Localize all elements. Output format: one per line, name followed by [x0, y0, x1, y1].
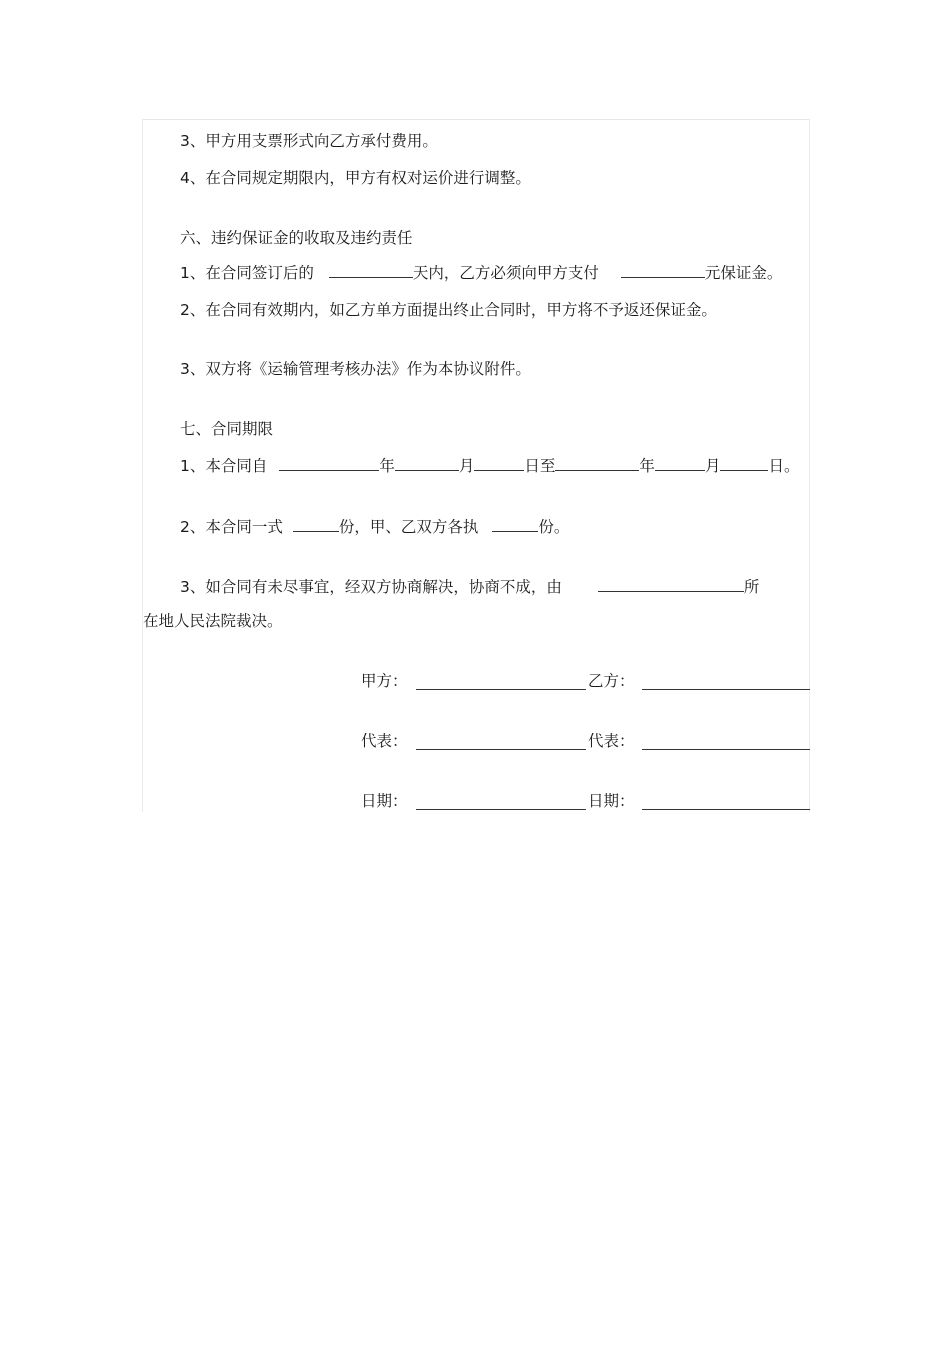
blank-end-month	[655, 455, 705, 471]
clause-6-1-part-a: 1、在合同签订后的	[180, 264, 314, 282]
date-b-label: 日期：	[588, 792, 635, 810]
blank-court-location	[598, 576, 744, 592]
clause-7-2	[180, 516, 569, 537]
blank-start-day	[474, 455, 524, 471]
section-6-title: 六、违约保证金的收取及违约责任	[180, 229, 413, 247]
clause-6-2: 2、在合同有效期内，如乙方单方面提出终止合同时，甲方将不予返还保证金。	[180, 301, 717, 319]
party-a-label: 甲方：	[361, 672, 408, 690]
clause-7-2-part-a: 2、本合同一式	[180, 518, 283, 536]
clause-5-4: 4、在合同规定期限内，甲方有权对运价进行调整。	[180, 169, 531, 187]
label-year: 年	[379, 457, 395, 475]
rep-b-label: 代表：	[588, 732, 635, 750]
blank-copies-total	[293, 516, 339, 532]
date-b-blank	[642, 809, 810, 810]
clause-7-2-part-b: 份，甲、乙双方各执	[338, 518, 479, 536]
clause-7-3-part-a: 3、如合同有未尽事宜，经双方协商解决，协商不成，由	[180, 578, 562, 596]
date-a-label: 日期：	[361, 792, 408, 810]
rep-a-label: 代表：	[361, 732, 408, 750]
date-a-blank	[416, 809, 586, 810]
blank-days	[329, 262, 413, 278]
clause-7-1	[180, 455, 799, 476]
rep-b-blank	[642, 749, 810, 750]
rep-a-blank	[416, 749, 586, 750]
clause-6-3: 3、双方将《运输管理考核办法》作为本协议附件。	[180, 360, 531, 378]
blank-end-day	[720, 455, 768, 471]
label-year-2: 年	[639, 457, 655, 475]
clause-7-1-part-a: 1、本合同自	[180, 457, 268, 475]
clause-6-1	[180, 262, 782, 283]
clause-7-3-part-b: 所	[743, 578, 760, 596]
section-7-title: 七、合同期限	[180, 420, 274, 438]
clause-7-3	[180, 576, 759, 597]
clause-6-1-part-c: 元保证金。	[704, 264, 783, 282]
blank-start-year	[279, 455, 379, 471]
party-a-blank	[416, 689, 586, 690]
blank-deposit-amount	[621, 262, 705, 278]
label-day-to: 日至	[524, 457, 556, 475]
label-day-2: 日。	[768, 457, 800, 475]
blank-end-year	[555, 455, 639, 471]
clause-6-1-part-b: 天内，乙方必须向甲方支付	[412, 264, 599, 282]
party-b-label: 乙方：	[588, 672, 635, 690]
blank-start-month	[395, 455, 459, 471]
clause-5-3: 3、甲方用支票形式向乙方承付费用。	[180, 132, 438, 150]
label-month: 月	[458, 457, 475, 475]
label-month-2: 月	[704, 457, 721, 475]
clause-7-3-continued: 在地人民法院裁决。	[143, 612, 283, 630]
blank-copies-each	[492, 516, 538, 532]
clause-7-2-part-c: 份。	[538, 518, 570, 536]
party-b-blank	[642, 689, 810, 690]
